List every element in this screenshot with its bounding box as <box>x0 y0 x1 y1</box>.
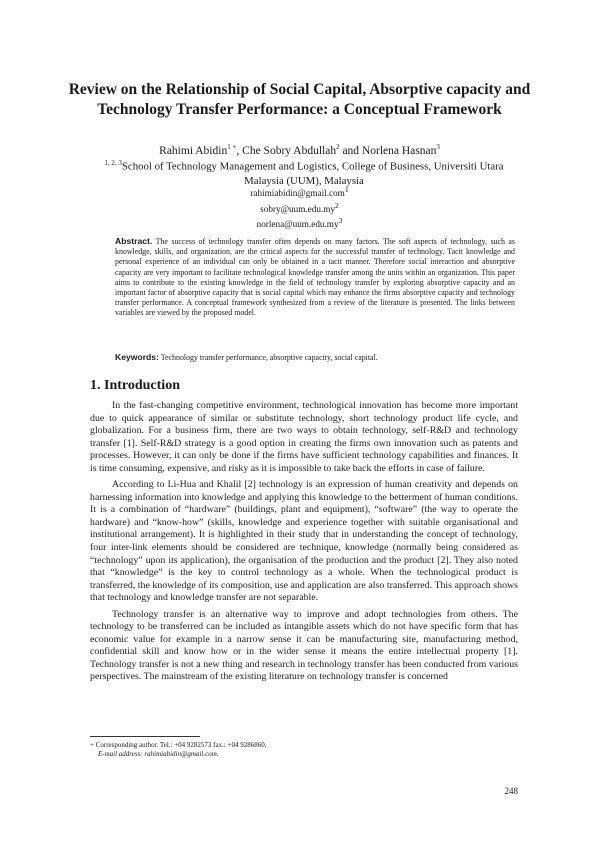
email-address[interactable]: rahimiabidin@gmail.com <box>250 188 345 199</box>
email-address[interactable]: norlena@uum.edu.my <box>256 219 339 230</box>
keywords-text: Technology transfer performance, absorptive capacity, social capital. <box>160 353 378 362</box>
author-name: Rahimi Abidin <box>159 144 228 157</box>
author-marker: 1 + <box>227 143 237 151</box>
author-marker: 2 <box>336 143 340 151</box>
page-number: 248 <box>504 786 518 796</box>
abstract <box>115 236 515 319</box>
body-text <box>90 400 518 688</box>
author-name: Che Sobry Abdullah <box>242 144 337 157</box>
email-line <box>60 184 539 200</box>
email-address[interactable]: sobry@uum.edu.my <box>260 203 335 214</box>
abstract-text: The success of technology transfer often depends on many factors. The soft aspects of technology, such as knowledge, skills, and organization, are the critical aspects for the successful transfer of technology. Tacit knowledge and personal experience of an individual can only be obtained in a tacit manner. Therefore social interaction and absorptive capacity are very important to facilitate technological knowledge transfer among the units within an organization. This paper aims to contribute to the existing knowledge in the field of technology transfer by exploring absorptive capacity and an important factor of absorptive capacity that is social capital which may enhance the firms absorptive capacity and technology transfer performance. A conceptual framework synthesized from a review of the literature is presented. The links between variables are viewed by the proposed model. <box>115 237 515 318</box>
author-separator: , <box>236 144 243 157</box>
affiliation-text: School of Technology Management and Logistics, College of Business, Universiti Utara Malaysia (UUM), Malaysia <box>121 160 504 187</box>
email-line <box>60 200 539 216</box>
email-marker: 3 <box>338 216 343 226</box>
footnote <box>90 741 510 759</box>
affiliation-marker: 1, 2, 3 <box>104 159 122 167</box>
paragraph: In the fast-changing competitive environment, technological innovation has become more important due to quick appearance of similar or substitute technology, short technology product life cycle, and globalization. For a business firm, there are two ways to obtain technology, self-R&D and technology transfer [1]. Self-R&D strategy is a good option in creating the firms own innovation such as patents and processes. However, it can only be done if the firms have sufficient technology capabilities and finances. It is time consuming, expensive, and risky as it is impossible to take back the efforts in case of failure. <box>90 400 518 474</box>
abstract-label: Abstract. <box>115 236 153 246</box>
keywords-label: Keywords: <box>115 352 159 362</box>
section-number: 1. <box>90 378 101 393</box>
email-line <box>60 215 539 231</box>
footnote-line: E-mail address: rahimiabidin@gmail.com. <box>98 750 219 758</box>
footnote-line: + Corresponding author. Tel.: +04 9282573 fax.: +04 9286860. <box>90 741 267 749</box>
email-marker: 2 <box>334 200 339 210</box>
author-separator: and <box>339 144 362 157</box>
section-title: Introduction <box>104 378 180 393</box>
keywords <box>115 352 515 363</box>
email-marker: 1 <box>344 185 349 194</box>
author-name: Norlena Hasnan <box>361 144 437 157</box>
footnote-rule <box>90 736 200 737</box>
author-marker: 3 <box>436 143 440 151</box>
paper-title: Review on the Relationship of Social Capital, Absorptive capacity and Technology Transfer Performance: a Conceptual Framework <box>68 81 531 118</box>
affiliation <box>84 156 524 188</box>
section-heading <box>90 378 180 394</box>
email-list <box>60 184 539 231</box>
paragraph: According to Li-Hua and Khalil [2] technology is an expression of human creativity and depends on harnessing information into knowledge and applying this knowledge to the betterment of human conditions. It is a combination of “hardware” (buildings, plant and equipment), “software” (the way to operate the hardware) and “know-how” (skills, knowledge and experience together with suitable organisational and institutional arrangement). It is highlighted in their study that in understanding the concept of technology, four inter-link elements should be considered are technique, knowledge (normally being considered as “technology” upon its application), the organisation of the production and the product [2]. They also noted that “knowledge” is the key to control technology as a whole. When the technological product is transferred, the knowledge of its composition, use and application are also transferred. This approach shows that technology and knowledge transfer are not separable. <box>90 479 518 604</box>
paragraph: Technology transfer is an alternative way to improve and adopt technologies from others. The technology to be transferred can be included as intangible assets which do not have specific form that has economic value for example in a narrow sense it can be manufacturing site, manufacturing method, confidential skill and know how or in the wider sense it means the entire intellectual property [1]. Technology transfer is not a new thing and research in technology transfer has been conducted from various perspectives. The mainstream of the existing literature on technology transfer is concerned <box>90 608 518 683</box>
